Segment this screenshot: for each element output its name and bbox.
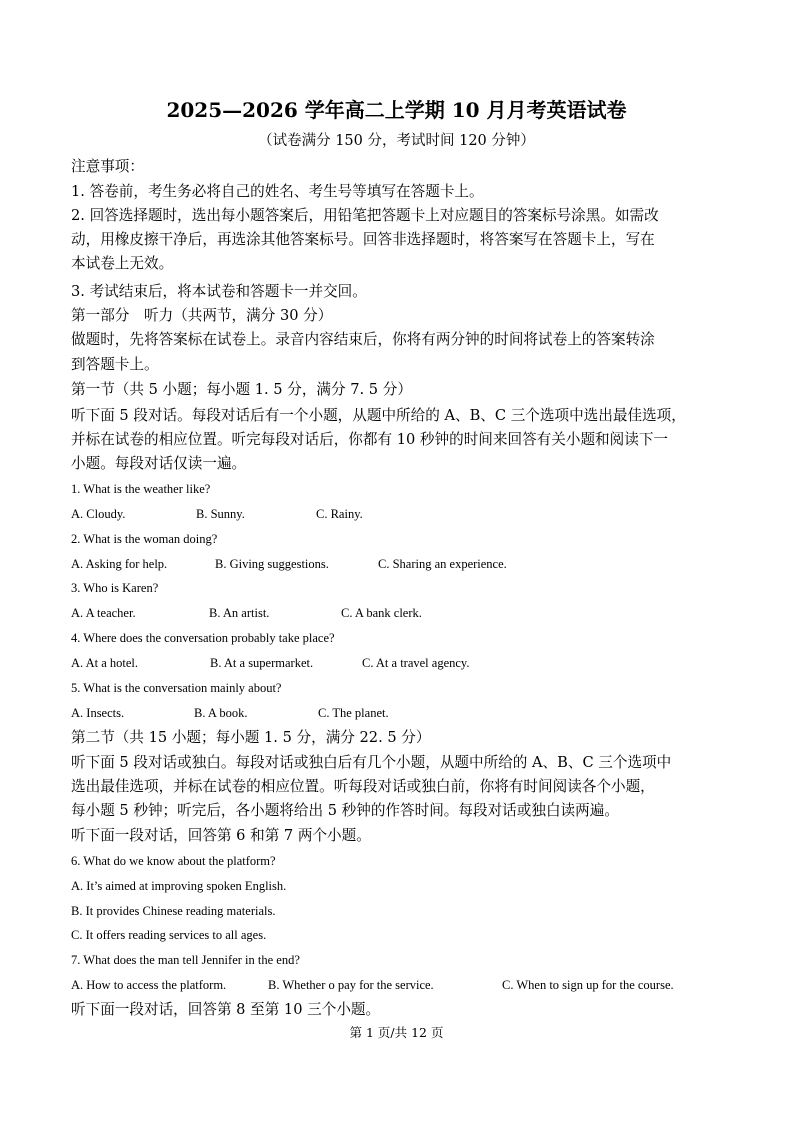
question-6: 6. What do we know about the platform?: [71, 854, 276, 868]
question-5-option-a: A. Insects.: [71, 706, 125, 720]
section1-intro-line-3: 小题。每段对话仅读一遍。: [71, 455, 247, 472]
section2-intro-line-1: 听下面 5 段对话或独白。每段对话或独白后有几个小题，从题中所给的 A、B、C 三个选项中: [71, 754, 672, 771]
question-4-option-c: C. At a travel agency.: [362, 656, 470, 670]
question-7-option-a: A. How to access the platform.: [71, 978, 227, 992]
question-3-option-b: B. An artist.: [209, 606, 270, 620]
notice-item-1: 1. 答卷前，考生务必将自己的姓名、考生号等填写在答题卡上。: [71, 183, 484, 200]
exam-subtitle: （试卷满分 150 分，考试时间 120 分钟）: [258, 133, 535, 149]
notice-item-2-line-3: 本试卷上无效。: [71, 255, 174, 272]
section1-intro-line-1: 听下面 5 段对话。每段对话后有一个小题，从题中所给的 A、B、C 三个选项中选出最佳选项，: [71, 407, 686, 424]
notice-item-3: 3. 考试结束后，将本试卷和答题卡一并交回。: [71, 283, 367, 300]
page-number: 第 1 页/共 12 页: [349, 1025, 444, 1040]
question-1: 1. What is the weather like?: [71, 482, 211, 496]
question-1-option-c: C. Rainy.: [316, 507, 363, 521]
section1-heading: 第一节（共 5 小题；每小题 1. 5 分，满分 7. 5 分）: [71, 381, 412, 398]
section2-heading: 第二节（共 15 小题；每小题 1. 5 分，满分 22. 5 分）: [71, 729, 431, 746]
notice-heading: 注意事项：: [71, 158, 144, 175]
section2-group-1-instruction: 听下面一段对话，回答第 6 和第 7 两个小题。: [71, 827, 371, 844]
part1-heading: 第一部分 听力（共两节，满分 30 分）: [71, 307, 333, 324]
question-4-option-b: B. At a supermarket.: [210, 656, 314, 670]
section2-intro-line-3: 每小题 5 秒钟；听完后，各小题将给出 5 秒钟的作答时间。每段对话或独白读两遍。: [71, 802, 619, 819]
exam-title: 2025—2026 学年高二上学期 10 月月考英语试卷: [166, 98, 627, 122]
part1-intro-line-1: 做题时，先将答案标在试卷上。录音内容结束后，你将有两分钟的时间将试卷上的答案转涂: [71, 331, 655, 348]
question-5: 5. What is the conversation mainly about?: [71, 681, 282, 695]
question-7-option-c: C. When to sign up for the course.: [502, 978, 674, 992]
section2-group-2-instruction: 听下面一段对话，回答第 8 至第 10 三个小题。: [71, 1001, 381, 1018]
question-6-option-b: B. It provides Chinese reading materials.: [71, 904, 276, 918]
question-4: 4. Where does the conversation probably take place?: [71, 631, 335, 645]
question-2: 2. What is the woman doing?: [71, 532, 218, 546]
question-6-option-a: A. It’s aimed at improving spoken English.: [71, 879, 287, 893]
question-4-option-a: A. At a hotel.: [71, 656, 139, 670]
question-7: 7. What does the man tell Jennifer in the end?: [71, 953, 300, 967]
question-5-option-c: C. The planet.: [318, 706, 389, 720]
question-2-option-a: A. Asking for help.: [71, 557, 168, 571]
question-6-option-c: C. It offers reading services to all ages.: [71, 928, 267, 942]
question-2-option-c: C. Sharing an experience.: [378, 557, 507, 571]
question-3: 3. Who is Karen?: [71, 581, 159, 595]
question-1-option-a: A. Cloudy.: [71, 507, 126, 521]
question-2-option-b: B. Giving suggestions.: [215, 557, 329, 571]
notice-item-2-line-1: 2. 回答选择题时，选出每小题答案后，用铅笔把答题卡上对应题目的答案标号涂黑。如需改: [71, 207, 659, 224]
part1-intro-line-2: 到答题卡上。: [71, 356, 159, 373]
question-3-option-a: A. A teacher.: [71, 606, 136, 620]
question-3-option-c: C. A bank clerk.: [341, 606, 422, 620]
question-1-option-b: B. Sunny.: [196, 507, 245, 521]
question-7-option-b: B. Whether o pay for the service.: [268, 978, 434, 992]
section2-intro-line-2: 选出最佳选项，并标在试卷的相应位置。听每段对话或独白前，你将有时间阅读各个小题，: [71, 778, 655, 795]
question-5-option-b: B. A book.: [194, 706, 248, 720]
notice-item-2-line-2: 动，用橡皮擦干净后，再选涂其他答案标号。回答非选择题时，将答案写在答题卡上，写在: [71, 231, 655, 248]
section1-intro-line-2: 并标在试卷的相应位置。听完每段对话后，你都有 10 秒钟的时间来回答有关小题和阅读下一: [71, 431, 669, 448]
